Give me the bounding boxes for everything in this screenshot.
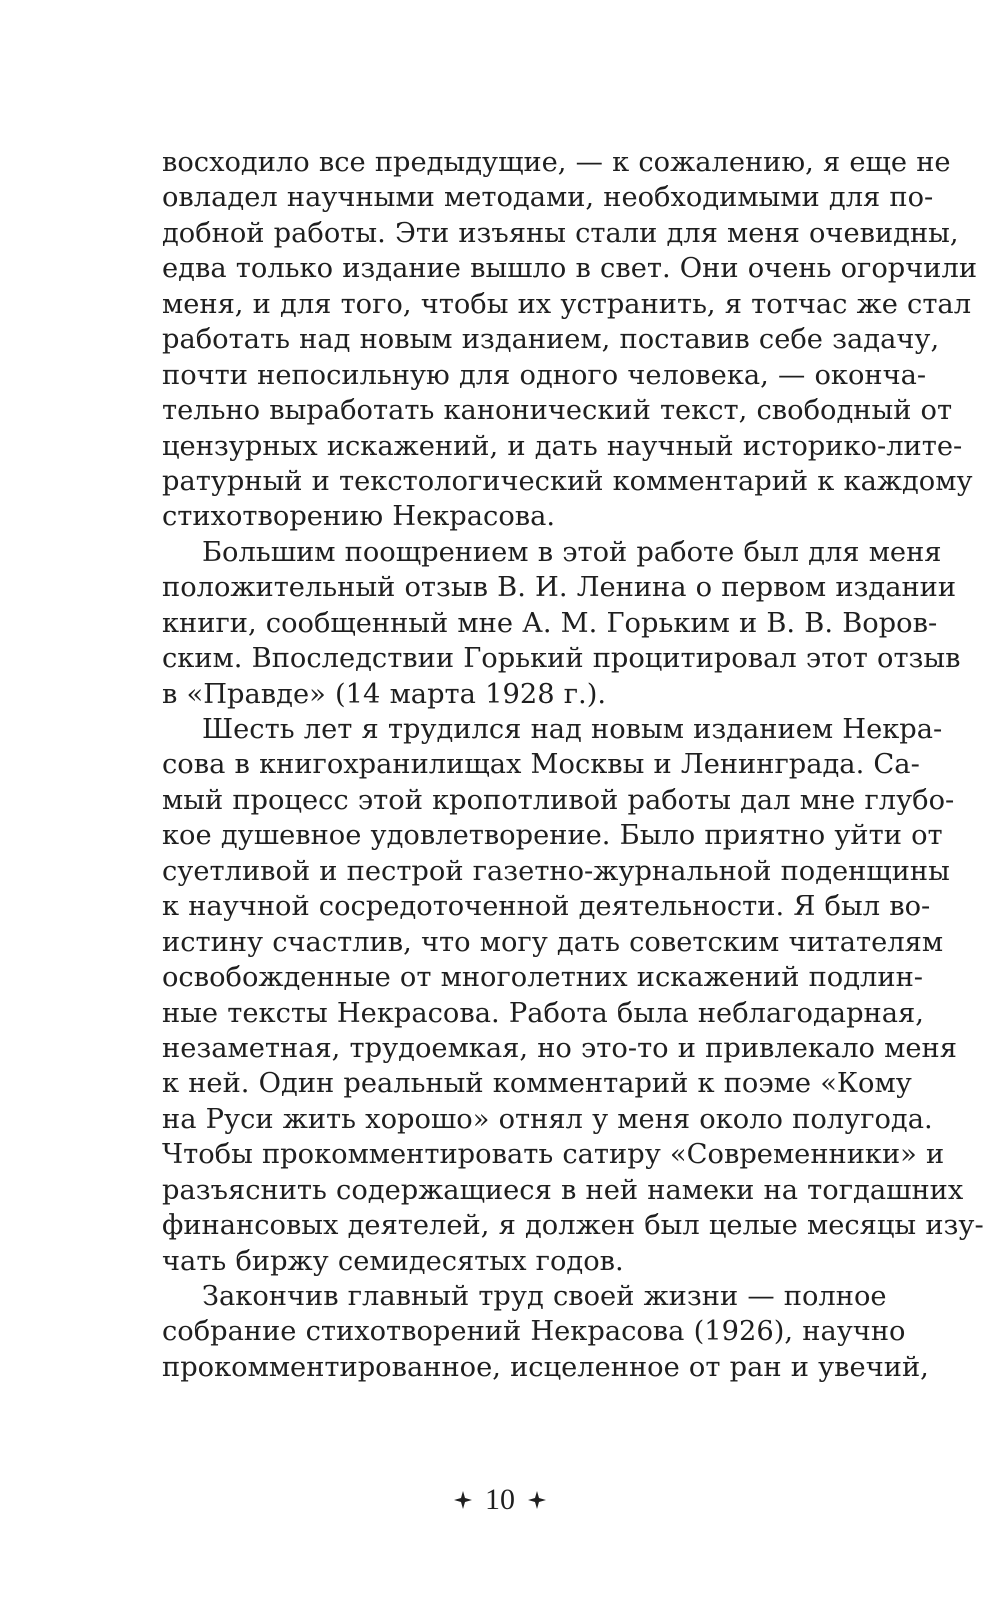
text-line: восходило все предыдущие, — к сожалению, я еще не	[162, 147, 951, 178]
text-line: ные тексты Некрасова. Работа была неблагодарная,	[162, 997, 924, 1029]
text-line: книги, сообщенный мне А. М. Горьким и В. В. Воров-	[162, 607, 938, 639]
text-line: Чтобы прокомментировать сатиру «Современники» и	[162, 1139, 945, 1171]
text-line: добной работы. Эти изъяны стали для меня очевидны,	[162, 217, 959, 249]
four-point-star-icon	[527, 1490, 547, 1510]
text-line: к ней. Один реальный комментарий к поэме «Кому	[162, 1068, 912, 1100]
text-line: Закончив главный труд своей жизни — полное	[202, 1281, 887, 1312]
text-line: цензурных искажений, и дать научный историко-лите-	[162, 430, 963, 462]
text-line: истину счастлив, что могу дать советским читателям	[162, 926, 944, 958]
text-line: прокомментированное, исцеленное от ран и увечий,	[162, 1351, 929, 1383]
text-line: чать биржу семидесятых годов.	[162, 1245, 624, 1277]
page-number: 10	[485, 1483, 515, 1516]
text-line: разъяснить содержащиеся в ней намеки на тогдашних	[162, 1174, 964, 1206]
text-line: на Руси жить хорошо» отнял у меня около полугода.	[162, 1103, 933, 1135]
text-line: кое душевное удовлетворение. Было приятно уйти от	[162, 820, 943, 852]
text-line: суетливой и пестрой газетно-журнальной поденщины	[162, 855, 950, 887]
text-line: овладел научными методами, необходимыми для по-	[162, 182, 934, 214]
text-line: незаметная, трудоемкая, но это-то и привлекало меня	[162, 1032, 957, 1064]
text-line: ратурный и текстологический комментарий к каждому	[162, 465, 973, 497]
text-line: мый процесс этой кропотливой работы дал мне глубо-	[162, 784, 955, 816]
text-line: ским. Впоследствии Горький процитировал этот отзыв	[162, 643, 961, 675]
text-line: почти непосильную для одного человека, — оконча-	[162, 359, 927, 391]
text-line: меня, и для того, чтобы их устранить, я тотчас же стал	[162, 288, 972, 320]
text-line: стихотворению Некрасова.	[162, 501, 556, 533]
text-line: Шесть лет я трудился над новым изданием Некра-	[202, 714, 943, 745]
text-line: финансовых деятелей, я должен был целые месяцы изу-	[162, 1210, 984, 1242]
text-line: положительный отзыв В. И. Ленина о первом издании	[162, 572, 957, 604]
text-line: к научной сосредоточенной деятельности. Я был во-	[162, 891, 931, 923]
text-line: в «Правде» (14 марта 1928 г.).	[162, 678, 607, 710]
text-line: освобожденные от многолетних искажений подлин-	[162, 962, 923, 994]
text-line: работать над новым изданием, поставив себе задачу,	[162, 324, 940, 356]
text-line: едва только издание вышло в свет. Они очень огорчили	[162, 253, 978, 285]
text-line: сова в книгохранилищах Москвы и Ленинграда. Са-	[162, 749, 920, 781]
body-text	[162, 145, 984, 1385]
page-footer	[0, 1480, 1000, 1520]
text-line: собрание стихотворений Некрасова (1926), научно	[162, 1316, 906, 1348]
text-line: Большим поощрением в этой работе был для меня	[202, 536, 942, 568]
four-point-star-icon	[453, 1490, 473, 1510]
text-line: тельно выработать канонический текст, свободный от	[162, 395, 953, 427]
